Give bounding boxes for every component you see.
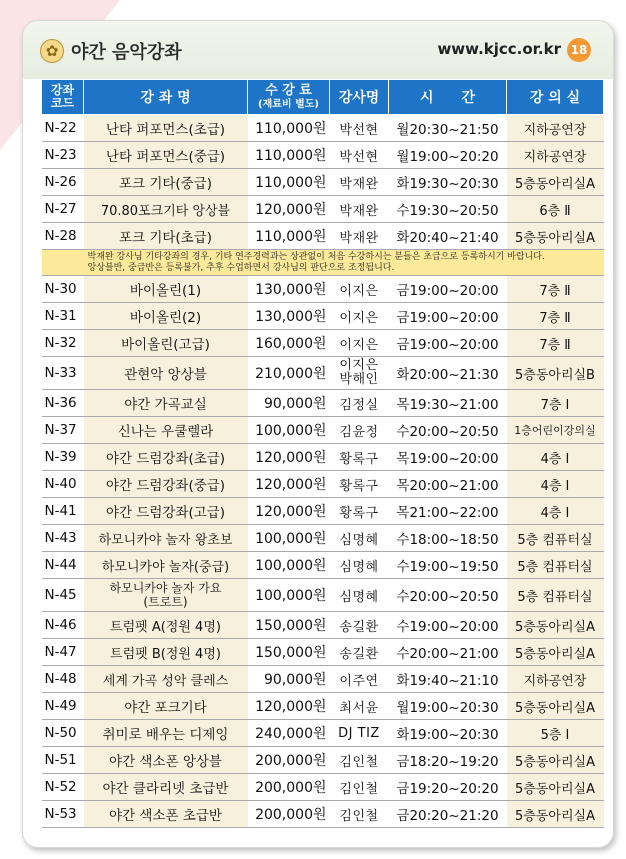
course-name: 신나는 우쿨렐라 — [84, 417, 248, 444]
course-price: 130,000원 — [248, 303, 330, 330]
course-code: N-40 — [42, 471, 84, 498]
course-name: 야간 드럼강좌(중급) — [84, 471, 248, 498]
course-price: 200,000원 — [248, 747, 330, 774]
course-time: 수20:00~20:50 — [389, 579, 507, 612]
course-code: N-53 — [42, 801, 84, 828]
course-time: 금18:20~19:20 — [389, 747, 507, 774]
course-time: 월19:00~20:20 — [389, 142, 507, 169]
course-name: 야간 색소폰 초급반 — [84, 801, 248, 828]
course-time: 수19:30~20:50 — [389, 196, 507, 223]
course-room: 7층 Ⅱ — [507, 276, 604, 303]
course-instructor: 황록구 — [330, 444, 389, 471]
course-instructor: 이지은 — [330, 303, 389, 330]
course-room: 5층동아리실A — [507, 169, 604, 196]
table-row — [42, 115, 604, 142]
course-card — [22, 20, 614, 848]
table-row — [42, 417, 604, 444]
course-code: N-27 — [42, 196, 84, 223]
course-instructor: DJ TIZ — [330, 720, 389, 747]
course-room: 1층어린이강의실 — [507, 417, 604, 444]
course-instructor: 이지은 — [330, 330, 389, 357]
course-time: 화20:00~21:30 — [389, 357, 507, 390]
col-header-instructor: 강사명 — [330, 80, 389, 115]
course-code: N-28 — [42, 223, 84, 250]
row-n45-group — [42, 579, 604, 612]
table-header-row — [42, 80, 604, 115]
course-code: N-37 — [42, 417, 84, 444]
notice-row — [42, 250, 604, 276]
course-time: 금19:00~20:00 — [389, 330, 507, 357]
course-time: 월20:30~21:50 — [389, 115, 507, 142]
course-room: 5층 컴퓨터실 — [507, 525, 604, 552]
table-row — [42, 693, 604, 720]
course-name: 야간 드럼강좌(초급) — [84, 444, 248, 471]
course-code: N-26 — [42, 169, 84, 196]
course-instructor: 이주연 — [330, 666, 389, 693]
course-room: 4층 Ⅰ — [507, 444, 604, 471]
course-room: 5층 컴퓨터실 — [507, 552, 604, 579]
course-time: 금20:20~21:20 — [389, 801, 507, 828]
course-name: 야간 클라리넷 초급반 — [84, 774, 248, 801]
table-row — [42, 801, 604, 828]
course-price: 120,000원 — [248, 444, 330, 471]
course-room: 7층 Ⅱ — [507, 330, 604, 357]
course-instructor: 김인철 — [330, 774, 389, 801]
course-instructor: 김윤정 — [330, 417, 389, 444]
table-row — [42, 525, 604, 552]
col-header-price: 수 강 료 (재료비 별도) — [248, 80, 330, 115]
course-name: 바이올린(고급) — [84, 330, 248, 357]
course-price: 200,000원 — [248, 774, 330, 801]
course-instructor: 박재완 — [330, 223, 389, 250]
course-code: N-22 — [42, 115, 84, 142]
course-code: N-52 — [42, 774, 84, 801]
course-name: 포크 기타(초급) — [84, 223, 248, 250]
course-code: N-39 — [42, 444, 84, 471]
course-code: N-43 — [42, 525, 84, 552]
course-name: 트럼펫 A(정원 4명) — [84, 612, 248, 639]
course-instructor: 김정실 — [330, 390, 389, 417]
course-name: 70.80포크기타 앙상블 — [84, 196, 248, 223]
table-row — [42, 196, 604, 223]
course-code: N-48 — [42, 666, 84, 693]
table-row — [42, 169, 604, 196]
course-instructor: 박재완 — [330, 169, 389, 196]
table-row — [42, 276, 604, 303]
course-instructor: 황록구 — [330, 498, 389, 525]
table-row — [42, 471, 604, 498]
course-instructor: 김인철 — [330, 747, 389, 774]
rows-group-3 — [42, 390, 604, 579]
course-price: 110,000원 — [248, 223, 330, 250]
course-time: 수19:00~19:50 — [389, 552, 507, 579]
course-name: 트럼펫 B(정원 4명) — [84, 639, 248, 666]
course-time: 수20:00~21:00 — [389, 639, 507, 666]
notice-group — [42, 250, 604, 276]
course-instructor: 이지은 — [330, 276, 389, 303]
course-price: 120,000원 — [248, 471, 330, 498]
course-instructor: 심명혜 — [330, 552, 389, 579]
course-code: N-47 — [42, 639, 84, 666]
course-name: 하모니카야 놀자 가요 (트로트) — [84, 579, 248, 612]
course-time: 월19:00~20:30 — [389, 693, 507, 720]
course-time: 수19:00~20:00 — [389, 612, 507, 639]
course-code: N-41 — [42, 498, 84, 525]
course-code: N-51 — [42, 747, 84, 774]
course-room: 지하공연장 — [507, 115, 604, 142]
course-name: 바이올린(1) — [84, 276, 248, 303]
row-n33-group — [42, 357, 604, 390]
course-room: 5층동아리실A — [507, 747, 604, 774]
course-price: 120,000원 — [248, 196, 330, 223]
table-row — [42, 390, 604, 417]
course-name: 난타 퍼포먼스(중급) — [84, 142, 248, 169]
course-instructor: 송길환 — [330, 639, 389, 666]
course-room: 5층동아리실B — [507, 357, 604, 390]
course-code: N-30 — [42, 276, 84, 303]
course-price: 100,000원 — [248, 552, 330, 579]
course-time: 금19:20~20:20 — [389, 774, 507, 801]
course-code: N-33 — [42, 357, 84, 390]
course-room: 5층동아리실A — [507, 223, 604, 250]
course-instructor: 송길환 — [330, 612, 389, 639]
col-header-code: 강좌 코드 — [42, 80, 84, 115]
table-row — [42, 579, 604, 612]
course-room: 4층 Ⅰ — [507, 498, 604, 525]
course-instructor: 최서윤 — [330, 693, 389, 720]
course-price: 240,000원 — [248, 720, 330, 747]
course-code: N-36 — [42, 390, 84, 417]
course-code: N-46 — [42, 612, 84, 639]
course-name: 관현악 앙상블 — [84, 357, 248, 390]
course-room: 6층 Ⅱ — [507, 196, 604, 223]
course-name: 야간 포크기타 — [84, 693, 248, 720]
course-room: 5층 컴퓨터실 — [507, 579, 604, 612]
course-code: N-32 — [42, 330, 84, 357]
rows-group-2 — [42, 276, 604, 357]
course-time: 화19:30~20:30 — [389, 169, 507, 196]
table-row — [42, 303, 604, 330]
table-row — [42, 223, 604, 250]
course-price: 160,000원 — [248, 330, 330, 357]
course-price: 110,000원 — [248, 115, 330, 142]
course-code: N-31 — [42, 303, 84, 330]
table-row — [42, 666, 604, 693]
table-row — [42, 498, 604, 525]
course-price: 150,000원 — [248, 612, 330, 639]
course-instructor: 심명혜 — [330, 579, 389, 612]
course-price: 100,000원 — [248, 525, 330, 552]
course-code: N-49 — [42, 693, 84, 720]
table-row — [42, 612, 604, 639]
course-price: 210,000원 — [248, 357, 330, 390]
course-name: 하모니카야 놀자 왕초보 — [84, 525, 248, 552]
course-room: 4층 Ⅰ — [507, 471, 604, 498]
course-time: 화19:00~20:30 — [389, 720, 507, 747]
col-header-name: 강 좌 명 — [84, 80, 248, 115]
course-name: 난타 퍼포먼스(초급) — [84, 115, 248, 142]
course-code: N-45 — [42, 579, 84, 612]
course-time: 금19:00~20:00 — [389, 303, 507, 330]
course-room: 5층동아리실A — [507, 612, 604, 639]
course-price: 120,000원 — [248, 498, 330, 525]
course-room: 5층 Ⅰ — [507, 720, 604, 747]
course-room: 7층 Ⅱ — [507, 303, 604, 330]
col-header-time: 시 간 — [389, 80, 507, 115]
course-name: 바이올린(2) — [84, 303, 248, 330]
table-row — [42, 747, 604, 774]
course-instructor: 심명혜 — [330, 525, 389, 552]
course-time: 목21:00~22:00 — [389, 498, 507, 525]
course-room: 7층 Ⅰ — [507, 390, 604, 417]
course-price: 90,000원 — [248, 390, 330, 417]
course-time: 목19:30~21:00 — [389, 390, 507, 417]
course-name: 하모니카야 놀자(중급) — [84, 552, 248, 579]
course-name: 야간 가곡교실 — [84, 390, 248, 417]
rows-group-4 — [42, 612, 604, 828]
course-room: 5층동아리실A — [507, 639, 604, 666]
course-instructor: 박재완 — [330, 196, 389, 223]
table-row — [42, 142, 604, 169]
table-row — [42, 444, 604, 471]
course-price: 120,000원 — [248, 693, 330, 720]
course-room: 5층동아리실A — [507, 801, 604, 828]
course-code: N-50 — [42, 720, 84, 747]
course-code: N-23 — [42, 142, 84, 169]
course-price: 130,000원 — [248, 276, 330, 303]
course-price: 100,000원 — [248, 417, 330, 444]
flower-logo-icon: ✿ — [40, 39, 64, 63]
col-header-room: 강 의 실 — [507, 80, 604, 115]
course-name: 세계 가곡 성악 클레스 — [84, 666, 248, 693]
course-price: 90,000원 — [248, 666, 330, 693]
page-title: 야간 음악강좌 — [71, 42, 182, 63]
rows-group-1 — [42, 115, 604, 250]
page-header — [23, 21, 613, 79]
course-price: 110,000원 — [248, 142, 330, 169]
course-time: 금19:00~20:00 — [389, 276, 507, 303]
table-row — [42, 774, 604, 801]
course-instructor: 황록구 — [330, 471, 389, 498]
course-name: 취미로 배우는 디제잉 — [84, 720, 248, 747]
course-price: 110,000원 — [248, 169, 330, 196]
page-number-badge: 18 — [567, 38, 591, 62]
site-url[interactable]: www.kjcc.or.kr — [437, 40, 561, 58]
course-price: 150,000원 — [248, 639, 330, 666]
table-row — [42, 639, 604, 666]
course-name: 야간 색소폰 앙상블 — [84, 747, 248, 774]
course-instructor: 박선현 — [330, 115, 389, 142]
course-instructor: 김인철 — [330, 801, 389, 828]
course-room: 5층동아리실A — [507, 693, 604, 720]
table-row — [42, 357, 604, 390]
course-time: 목19:00~20:00 — [389, 444, 507, 471]
course-room: 지하공연장 — [507, 142, 604, 169]
course-instructor: 박선현 — [330, 142, 389, 169]
table-row — [42, 330, 604, 357]
course-time: 목20:00~21:00 — [389, 471, 507, 498]
course-time: 수20:00~20:50 — [389, 417, 507, 444]
course-room: 5층동아리실A — [507, 774, 604, 801]
course-room: 지하공연장 — [507, 666, 604, 693]
course-instructor: 이지은 박해인 — [330, 357, 389, 390]
course-code: N-44 — [42, 552, 84, 579]
table-row — [42, 552, 604, 579]
course-time: 화20:40~21:40 — [389, 223, 507, 250]
course-price: 100,000원 — [248, 579, 330, 612]
notice-text: 박재완 강사님 기타강좌의 경우, 기타 연주경력과는 상관없이 처음 수강하시는 분들은 초급으로 등록하시기 바랍니다. 앙상블반, 중급반은 등록불가, 추후 수업하면서 강사님의 판단으로 조정됩니다. — [42, 250, 604, 276]
course-table — [41, 79, 604, 828]
table-row — [42, 720, 604, 747]
course-name: 포크 기타(중급) — [84, 169, 248, 196]
course-time: 수18:00~18:50 — [389, 525, 507, 552]
course-price: 200,000원 — [248, 801, 330, 828]
course-name: 야간 드럼강좌(고급) — [84, 498, 248, 525]
course-time: 화19:40~21:10 — [389, 666, 507, 693]
